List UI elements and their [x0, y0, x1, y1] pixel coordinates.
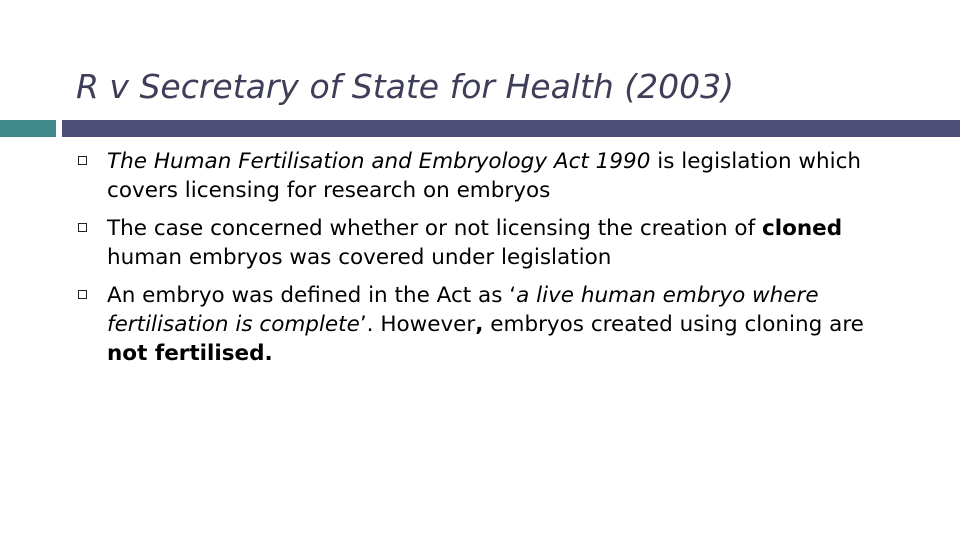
bullet-text: An embryo was defined in the Act as ‘: [107, 283, 517, 308]
emphasis-not-fertilised: not fertilised: [107, 341, 265, 366]
bullet-item: [78, 281, 878, 368]
square-bullet-icon: [78, 290, 87, 299]
bullet-item: [78, 214, 878, 272]
bullet-text: human embryos was covered under legislation: [107, 245, 612, 270]
bold-period: .: [264, 341, 273, 366]
bold-comma: ,: [475, 312, 484, 337]
bullet-text: ’. However: [359, 312, 476, 337]
slide-title: R v Secretary of State for Health (2003): [76, 67, 735, 106]
bullet-text: The case concerned whether or not licensing the creation of: [107, 216, 762, 241]
bullet-text: is legislation which covers licensing for research on embryos: [107, 149, 862, 203]
emphasis-cloned: cloned: [761, 216, 843, 241]
square-bullet-icon: [78, 156, 87, 165]
bullet-item: [78, 147, 878, 205]
accent-bar-navy: [62, 120, 960, 137]
embryo-definition-quote: a live human embryo where fertilisation is complete: [107, 283, 819, 337]
bullet-text: embryos created using cloning are: [483, 312, 864, 337]
act-name: The Human Fertilisation and Embryology Act 1990: [107, 149, 651, 174]
square-bullet-icon: [78, 223, 87, 232]
accent-bar-teal: [0, 120, 56, 137]
bullet-list: [78, 147, 878, 377]
